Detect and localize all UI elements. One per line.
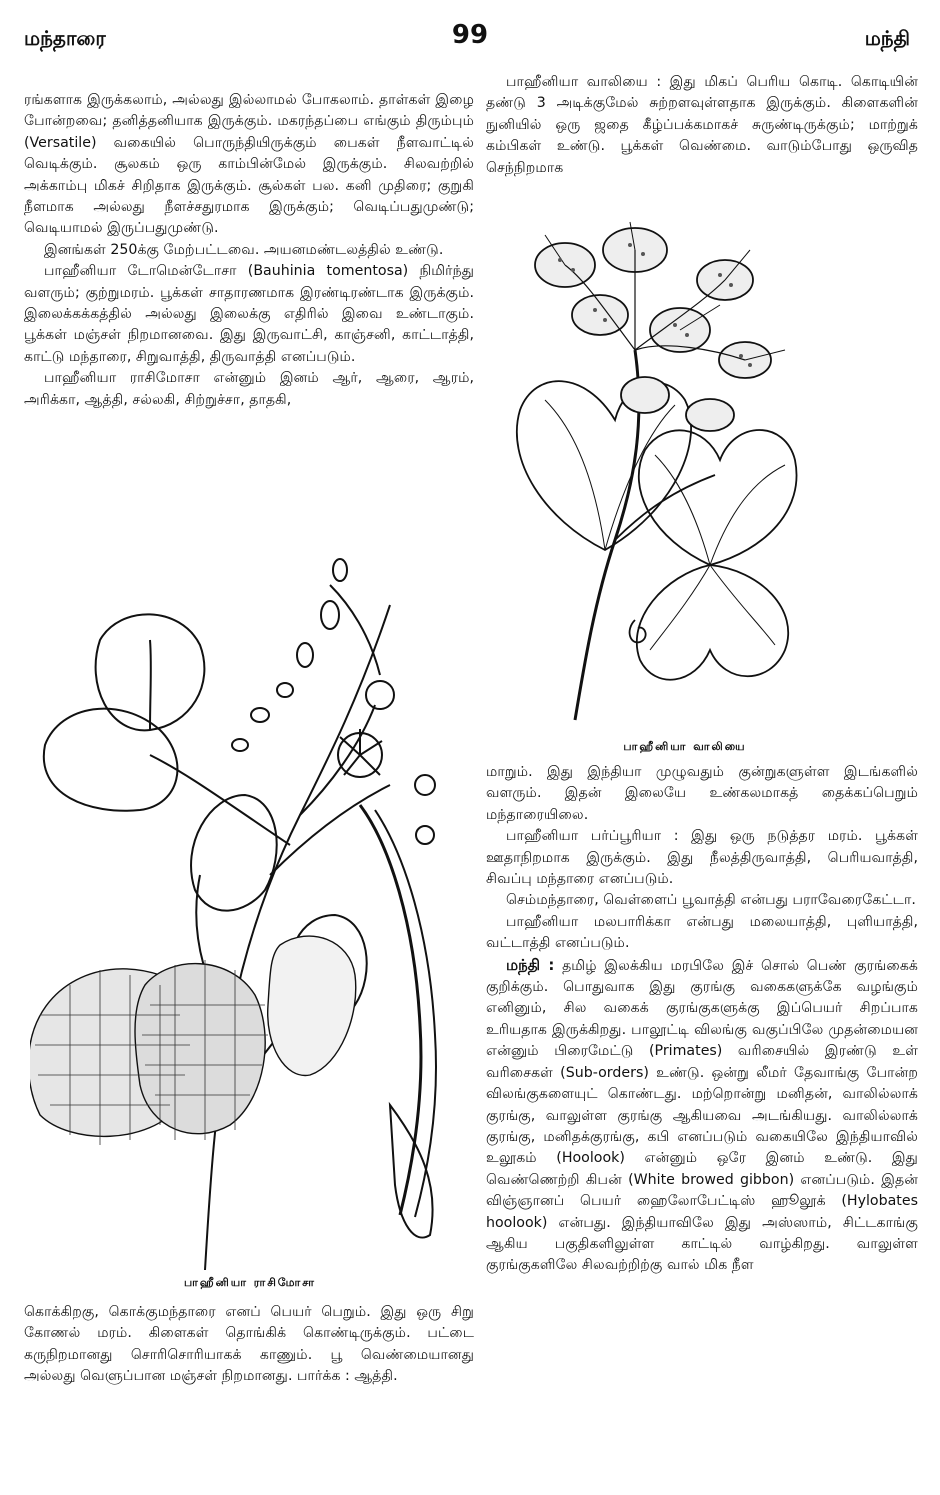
paragraph: செம்மந்தாரை, வெள்ளைப் பூவாத்தி என்பது பராவேரைகேட்டா.	[506, 892, 916, 909]
paragraph: பாஹீனியா மலபாரிக்கா என்பது மலையாத்தி, புளியாத்தி, வட்டாத்தி எனப்படும்.	[486, 913, 918, 952]
figure-caption-right: பாஹீனியா வாலியை	[623, 740, 747, 753]
left-column-top	[24, 90, 474, 411]
paragraph: இனங்கள் 250க்கு மேற்பட்டவை. அயனமண்டலத்தில் உண்டு.	[44, 241, 444, 258]
right-column-top	[486, 72, 918, 179]
paragraph: கொக்கிறகு, கொக்குமந்தாரை எனப் பெயர் பெறும். இது ஒரு சிறு கோணல் மரம். கிளைகள் தொங்கிக் கொண்டிருக்கும். பட்டை கருநிறமானது சொரிசொரியாகக் காணும். பூ வெண்மையானது அல்லது வெளுப்பான மஞ்சள் நிறமானது. பார்க்க : ஆத்தி.	[24, 1304, 474, 1385]
left-column-bottom	[24, 1302, 474, 1388]
paragraph: பாஹீனியா ராசிமோசா என்னும் இனம் ஆர், ஆரை, ஆரம், அரிக்கா, ஆத்தி, சல்லகி, சிற்றுச்சா, தாதகி,	[24, 370, 474, 408]
figure-caption-left: பாஹீனியா ராசிமோசா	[183, 1276, 317, 1289]
paragraph: பாஹீனியா டோமென்டோசா (Bauhinia tomentosa) நிமிர்ந்து வளரும்; குற்றுமரம். பூக்கள் சாதாரணமாக இரண்டிரண்டாக இருக்கும். இலைக்கக்கத்தில் அல்லது இலைக்கு எதிரில் இவை உண்டாகும். பூக்கள் மஞ்சள் நிறமானவை. இது இருவாட்சி, காஞ்சனி, காட்டாத்தி, காட்டு மந்தாரை, சிறுவாத்தி, திருவாத்தி எனப்படும்.	[24, 263, 474, 365]
right-column-bottom	[486, 762, 918, 1277]
running-head-left: மந்தாரை	[24, 26, 106, 50]
bauhinia-racemosa-illustration	[30, 545, 470, 1275]
entry-headword: மந்தி :	[506, 955, 555, 974]
paragraph: மாறும். இது இந்தியா முழுவதும் குன்றுகளுள்ள இடங்களில் வளரும். இதன் இலையே உண்கலமாகத் தைக்கப்பெறும் மந்தாரையிலை.	[486, 764, 918, 823]
paragraph: பாஹீனியா பர்ப்பூரியா : இது ஒரு நடுத்தர மரம். பூக்கள் ஊதாநிறமாக இருக்கும். இது நீலத்திருவாத்தி, பெரியவாத்தி, சிவப்பு மந்தாரை எனப்படும்.	[486, 828, 918, 888]
page-number: 99	[451, 20, 489, 50]
bauhinia-vahlii-illustration	[505, 220, 805, 725]
paragraph	[486, 955, 918, 1277]
paragraph: பாஹீனியா வாலியை : இது மிகப் பெரிய கொடி. கொடியின் தண்டு 3 அடிக்குமேல் சுற்றளவுள்ளதாக இருக்கும். கிளைகளின் நுனியில் ஒரு ஜதை கீழ்ப்பக்கமாகச் சுருண்டிருக்கும்; மாற்றுக் கம்பிகள் உண்டு. பூக்கள் வெண்மை. வாடும்போது ஒருவித செந்நிறமாக	[486, 74, 918, 176]
paragraph: ரங்களாக இருக்கலாம், அல்லது இல்லாமல் போகலாம். தாள்கள் இழை போன்றவை; தனித்தனியாக இருக்கும். மகரந்தப்பை எங்கும் திரும்பும் (Versatile) வகையில் பொருந்தியிருக்கும் பைகள் நீளவாட்டில் வெடிக்கும். சூலகம் ஒரு காம்பின்மேல் இருக்கும். சிலவற்றில் அக்காம்பு மிகச் சிறிதாக இருக்கும். சூல்கள் பல. கனி முதிரை; குறுகி நீளமாக அல்லது நீளச்சதுரமாக இருக்கும்; வெடிப்பதுமுண்டு; வெடியாமல் இருப்பதுமுண்டு.	[24, 92, 474, 237]
running-head-right: மந்தி	[864, 26, 910, 50]
entry-text: தமிழ் இலக்கிய மரபிலே இச் சொல் பெண் குரங்கைக் குறிக்கும். பொதுவாக இது குரங்கு வகைகளுக்கே வழங்கும் எனினும், சில வகைக் குரங்குகளுக்கு இப்பெயர் சிறப்பாக உரியதாக இருக்கிறது. பாலூட்டி விலங்கு வகுப்பிலே முதன்மையன என்னும் பிரைமேட்டு (Primates) வரிசையில் இரண்டு உள் வரிசைகள் (Sub-orders) உண்டு. ஒன்று லீமர் தேவாங்கு போன்ற விலங்குகளையுட் கொண்டது. மற்றொன்று மனிதன், வாலில்லாக் குரங்கு, வாலுள்ள குரங்கு ஆகியவை அடங்கியது. வாலில்லாக் குரங்கு, மனிதக்குரங்கு, கபி எனப்படும் வகையிலே இந்தியாவில் உலூகம் (Hoolook) என்னும் ஒரே இனம் உண்டு. இது வெண்ணெற்றி கிபன் (White browed gibbon) எனப்படும். இதன் விஞ்ஞானப் பெயர் ஹைலோபேட்டிஸ் ஹூலூக் (Hylobates hoolook) என்பது. இந்தியாவிலே இது அஸ்ஸாம், சிட்டகாங்கு ஆகிய பகுதிகளிலுள்ள காட்டில் வாழ்கிறது. வாலுள்ள குரங்குகளிலே சிலவற்றிற்கு வால் மிக நீள	[486, 957, 918, 1274]
